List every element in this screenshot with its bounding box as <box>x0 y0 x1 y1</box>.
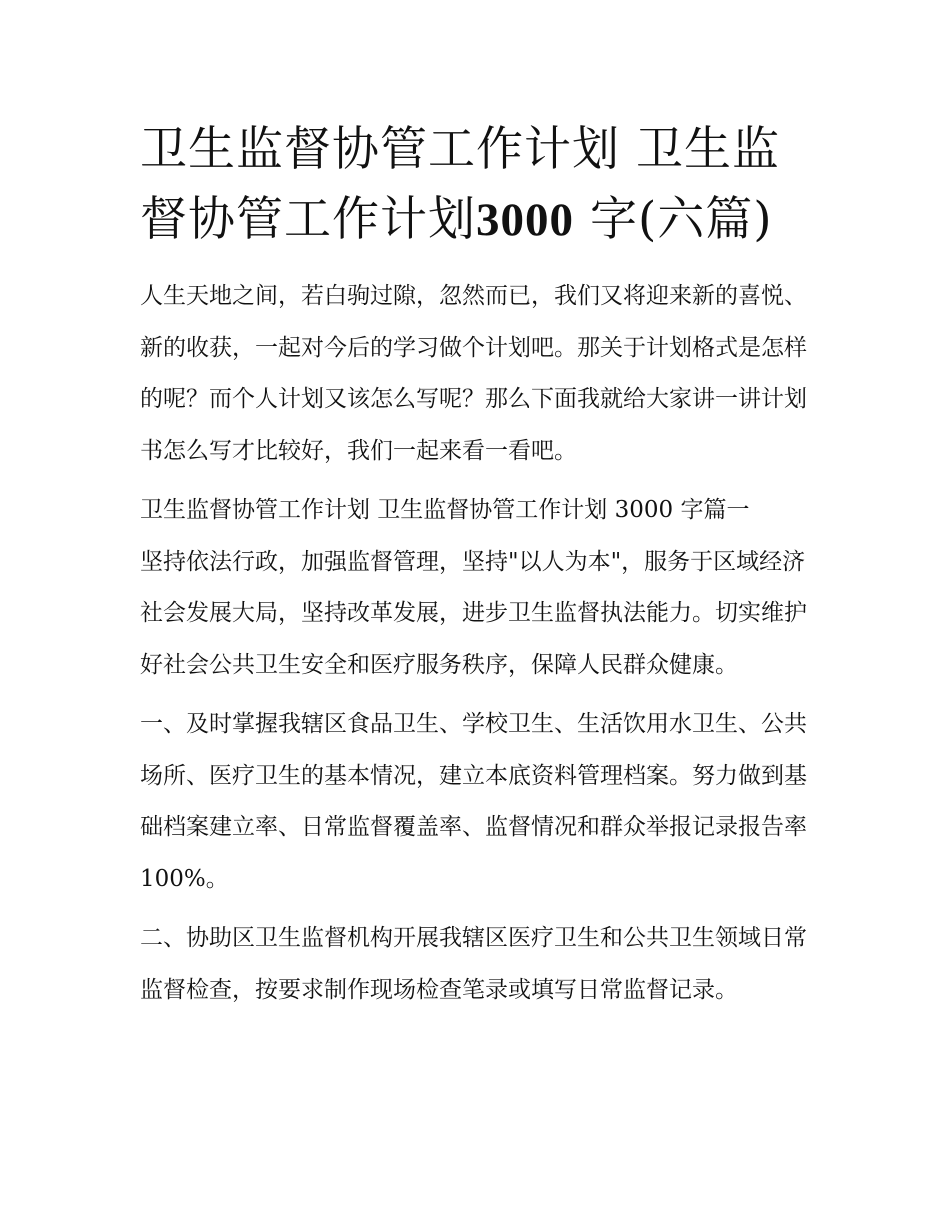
intro-paragraph: 人生天地之间，若白驹过隙，忽然而已，我们又将迎来新的喜悦、新的收获，一起对今后的学习做个计划吧。那关于计划格式是怎样的呢？而个人计划又该怎么写呢？那么下面我就给大家讲一讲计划书怎么写才比较好，我们一起来看一看吧。 <box>140 283 807 464</box>
body-paragraph-item-1: 一、及时掌握我辖区食品卫生、学校卫生、生活饮用水卫生、公共场所、医疗卫生的基本情况，建立本底资料管理档案。努力做到基础档案建立率、日常监督覆盖率、监督情况和群众举报记录报告率 100%。 <box>140 711 807 892</box>
document-title <box>140 115 812 255</box>
body-paragraph-principles: 坚持依法行政，加强监督管理，坚持"以人为本"，服务于区域经济社会发展大局，坚持改革发展，进步卫生监督执法能力。切实维护好社会公共卫生安全和医疗服务秩序，保障人民群众健康。 <box>140 548 807 678</box>
title-text: 卫生监督协管工作计划 卫生监督协管工作计划 <box>140 122 780 247</box>
section-heading: 卫生监督协管工作计划 卫生监督协管工作计划 3000 字篇一 <box>140 497 750 523</box>
body-paragraph-item-2: 二、协助区卫生监督机构开展我辖区医疗卫生和公共卫生领域日常监督检查，按要求制作现场检查笔录或填写日常监督记录。 <box>140 925 807 1003</box>
title-suffix: 字(六篇) <box>574 192 773 247</box>
title-number: 3000 <box>476 194 574 246</box>
document-page <box>140 115 812 1024</box>
